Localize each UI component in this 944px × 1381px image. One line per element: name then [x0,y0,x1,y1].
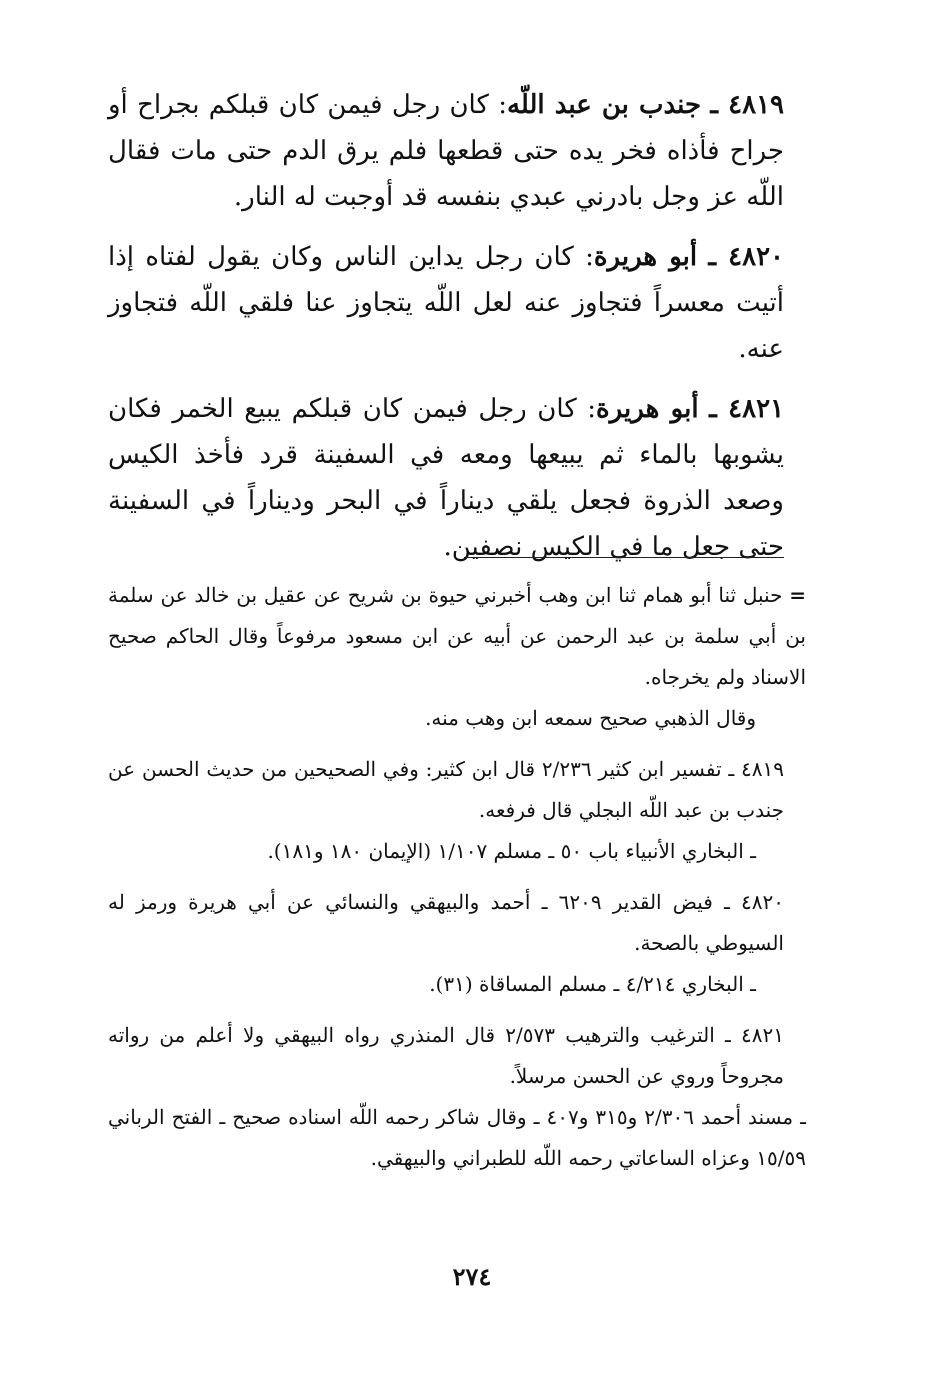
footnote-4819 [108,749,806,872]
footnote-divider [464,557,784,558]
footnotes-section [108,575,806,1189]
continuation-text: حنبل ثنا أبو همام ثنا ابن وهب أخبرني حيوة بن شريح عن عقيل بن خالد عن سلمة بن أبي سلمة بن عبد الرحمن عن أبيه عن ابن مسعود مرفوعاً وقال الحاكم صحيح الاسناد ولم يخرجاه. [108,583,806,689]
footnote-extra: ـ البخاري الأنبياء باب ٥٠ ـ مسلم ١/١٠٧ (الإيمان ١٨٠ و١٨١). [267,839,756,863]
footnote-main: ٤٨١٩ ـ تفسير ابن كثير ٢/٢٣٦ قال ابن كثير: وفي الصحيحين من حديث الحسن عن جندب بن عبد اللّه البجلي قال فرفعه. [108,757,785,822]
hadith-section [108,82,784,584]
footnote-main: ٤٨٢١ ـ الترغيب والترهيب ٢/٥٧٣ قال المنذري رواه البيهقي ولا أعلم من رواته مجروحاً وروي عن الحسن مرسلاً. [108,1023,784,1088]
continuation-mark: = [789,583,806,607]
hadith-text: : كان رجل فيمن كان قبلكم بجراح أو جراح فأذاه فخر يده حتى قطعها فلم يرق الدم حتى مات فقال اللّه عز وجل بادرني عبدي بنفسه قد أوجبت له النار. [108,90,784,212]
hadith-4819 [108,82,784,220]
hadith-number: ٤٨٢٠ ـ [708,242,784,272]
hadith-narrator: جندب بن عبد اللّه [506,90,702,120]
footnote-continuation [108,575,806,739]
footnote-main: ٤٨٢٠ ـ فيض القدير ٦٢٠٩ ـ أحمد والبيهقي والنسائي عن أبي هريرة ورمز له السيوطي بالصحة. [108,890,784,955]
hadith-4820 [108,234,784,372]
footnote-continuation-extra: وقال الذهبي صحيح سمعه ابن وهب منه. [425,706,756,730]
footnote-4821 [108,1015,806,1179]
page-number: ٢٧٤ [452,1262,492,1291]
hadith-narrator: أبو هريرة [593,242,698,272]
hadith-text: : كان رجل فيمن كان قبلكم يبيع الخمر فكان يشوبها بالماء ثم يبيعها ومعه في السفينة قرد فأخذ الكيس وصعد الذروة فجعل يلقي ديناراً في البحر وديناراً في السفينة حتى جعل ما في الكيس نصفين. [108,394,784,562]
hadith-number: ٤٨١٩ ـ [710,90,784,120]
hadith-4821 [108,386,784,570]
footnote-continuation-text [108,575,806,698]
footnote-4820 [108,882,806,1005]
footnote-extra: ـ البخاري ٤/٢١٤ ـ مسلم المساقاة (٣١). [429,972,756,996]
hadith-narrator: أبو هريرة [596,394,699,424]
footnote-extra: ـ مسند أحمد ٢/٣٠٦ و٣١٥ و٤٠٧ ـ وقال شاكر رحمه اللّه اسناده صحيح ـ الفتح الرباني ١٥/٥٩ وعزاه الساعاتي رحمه اللّه للطبراني والبيهقي. [108,1105,807,1170]
hadith-number: ٤٨٢١ ـ [709,394,785,424]
hadith-text: : كان رجل يداين الناس وكان يقول لفتاه إذا أتيت معسراً فتجاوز عنه لعل اللّه يتجاوز عنا فلقي اللّه فتجاوز عنه. [108,242,784,364]
